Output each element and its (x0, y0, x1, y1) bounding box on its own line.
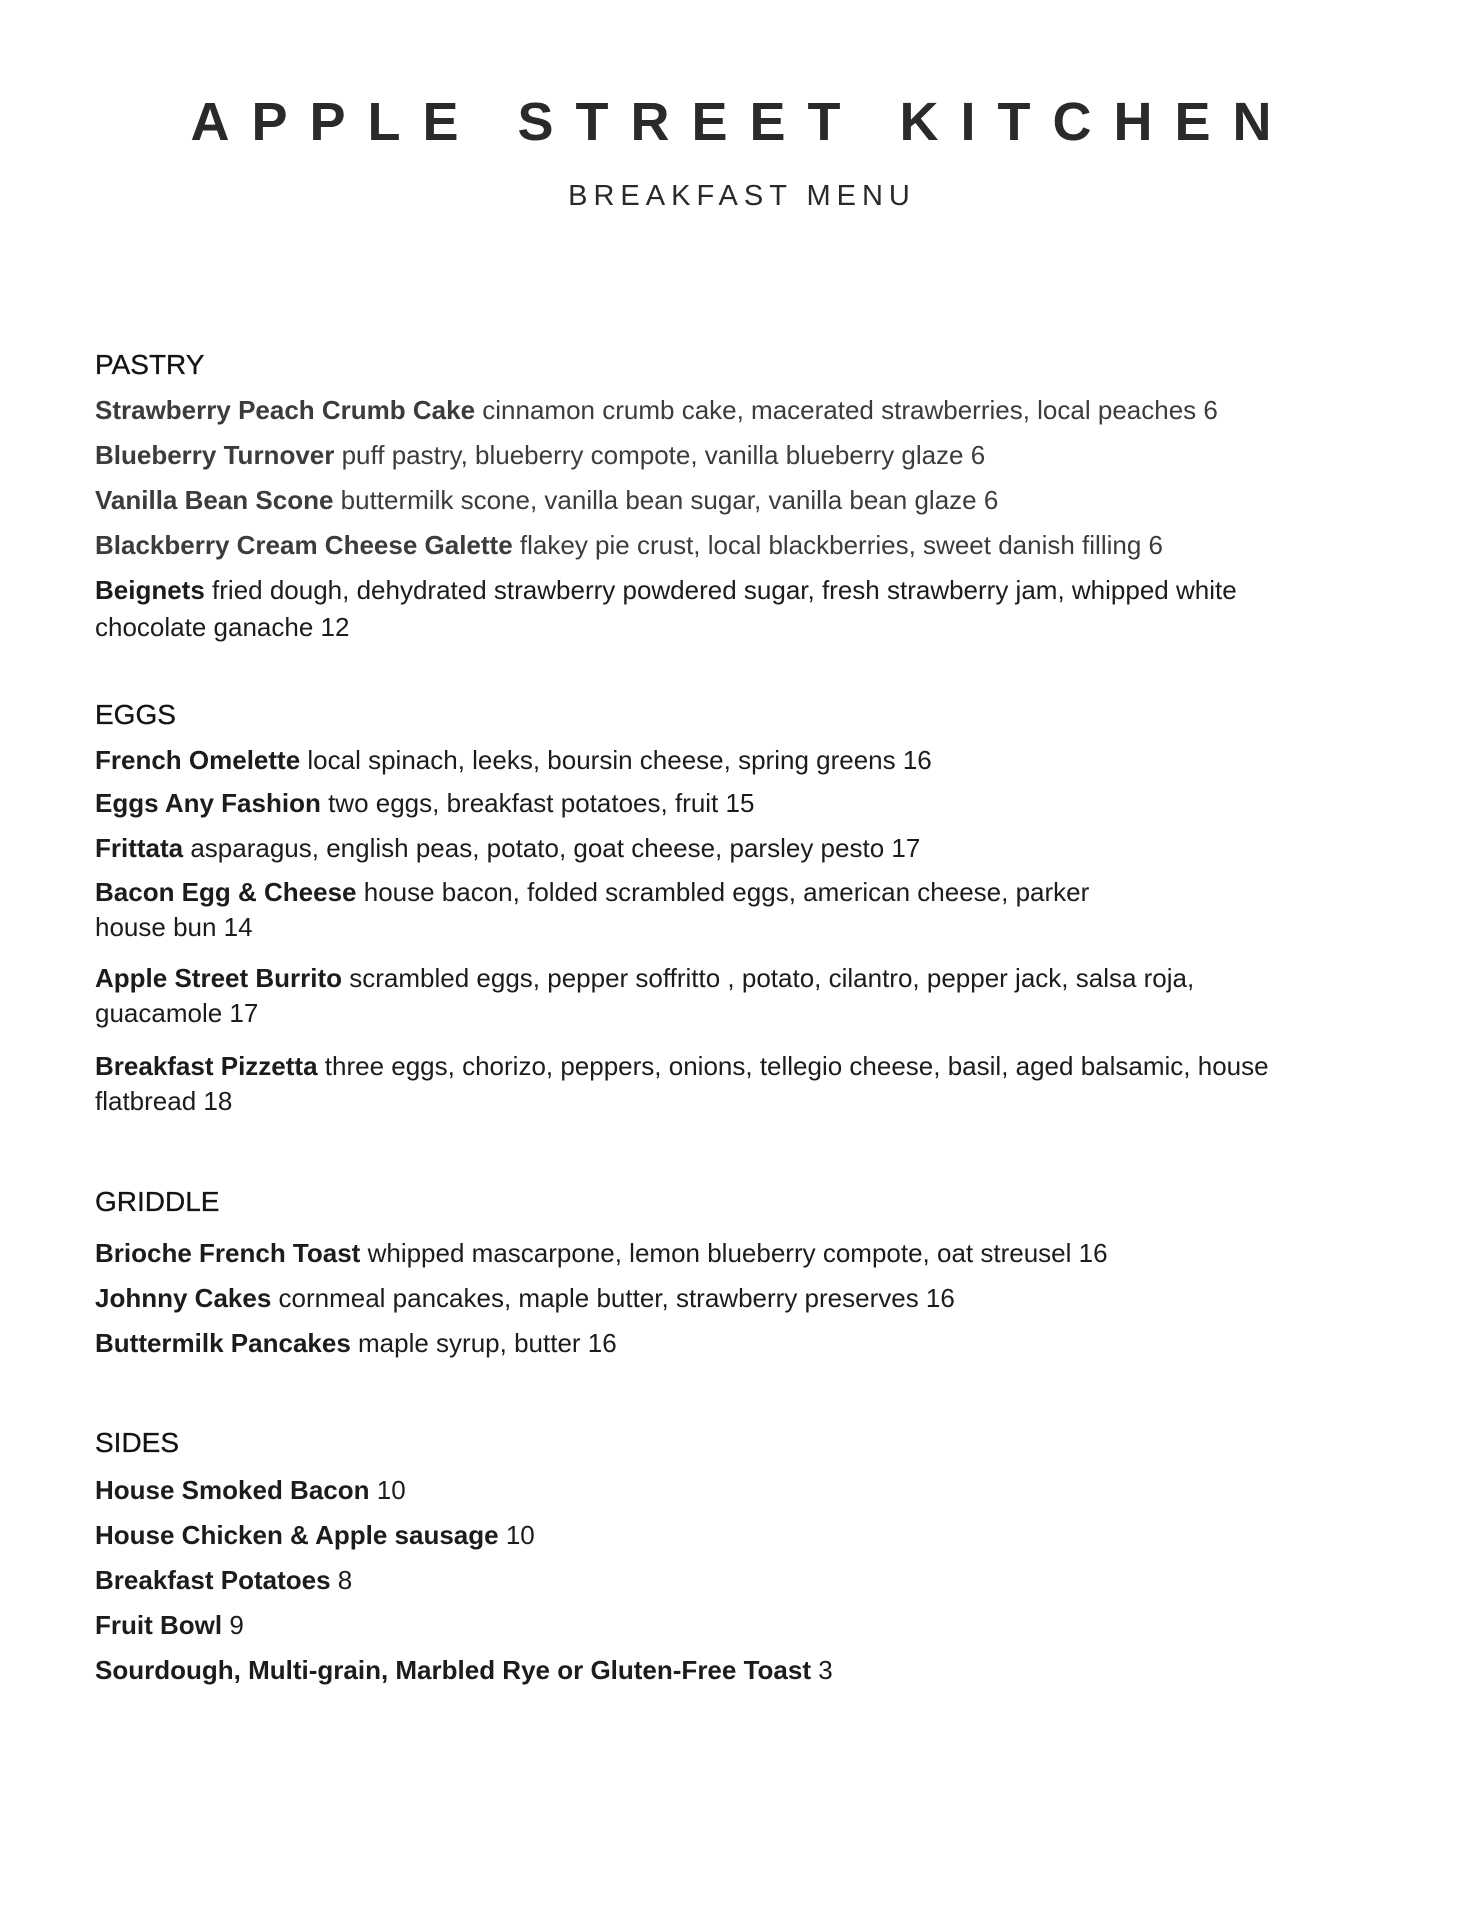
menu-item (95, 1325, 1335, 1362)
item-description: cornmeal pancakes, maple butter, strawberry preserves 16 (271, 1283, 955, 1313)
menu-item (95, 961, 1215, 1031)
section-heading-pastry: PASTRY (95, 349, 205, 380)
section-heading-sides: SIDES (95, 1427, 180, 1458)
menu-item (95, 1280, 1335, 1317)
item-description: asparagus, english peas, potato, goat cheese, parsley pesto 17 (183, 833, 921, 863)
item-description: fried dough, dehydrated strawberry powdered sugar, fresh strawberry jam, whipped white chocolate ganache 12 (95, 575, 1237, 642)
item-name: Frittata (95, 833, 184, 863)
item-name: Strawberry Peach Crumb Cake (95, 395, 476, 425)
section-heading-eggs: EGGS (95, 699, 176, 730)
section-heading-griddle: GRIDDLE (95, 1186, 220, 1217)
item-name: French Omelette (95, 745, 301, 775)
item-description: local spinach, leeks, boursin cheese, spring greens 16 (300, 745, 932, 775)
menu-item (95, 1652, 1335, 1689)
item-description: three eggs, chorizo, peppers, onions, tellegio cheese, basil, aged balsamic, house flatbread 18 (95, 1051, 1269, 1116)
item-name: Brioche French Toast (95, 1238, 361, 1268)
item-description: whipped mascarpone, lemon blueberry compote, oat streusel 16 (360, 1238, 1108, 1268)
menu-item (95, 1517, 1335, 1554)
section-eggs (95, 698, 1435, 1119)
item-name: Bacon Egg & Cheese (95, 877, 357, 907)
item-description: 3 (811, 1655, 833, 1685)
restaurant-title: APPLE STREET KITCHEN (190, 92, 1294, 152)
item-description: buttermilk scone, vanilla bean sugar, vanilla bean glaze 6 (333, 485, 999, 515)
item-name: Breakfast Pizzetta (95, 1051, 318, 1081)
item-name: Beignets (95, 575, 205, 605)
item-description: puff pastry, blueberry compote, vanilla blueberry glaze 6 (334, 440, 986, 470)
menu-item (95, 785, 1335, 822)
item-description: 10 (498, 1520, 535, 1550)
item-description: flakey pie crust, local blackberries, sweet danish filling 6 (512, 530, 1163, 560)
item-name: Blueberry Turnover (95, 440, 335, 470)
menu-item (95, 830, 1335, 867)
menu-item (95, 1562, 1335, 1599)
item-description: two eggs, breakfast potatoes, fruit 15 (320, 788, 755, 818)
item-description: maple syrup, butter 16 (350, 1328, 617, 1358)
menu-item (95, 1607, 1335, 1644)
item-name: House Chicken & Apple sausage (95, 1520, 499, 1550)
section-sides (95, 1426, 1435, 1689)
item-name: Vanilla Bean Scone (95, 485, 334, 515)
menu-item (95, 392, 1335, 429)
section-pastry (95, 348, 1435, 646)
item-description: 9 (222, 1610, 244, 1640)
item-name: Eggs Any Fashion (95, 788, 321, 818)
item-name: Sourdough, Multi-grain, Marbled Rye or Gluten-Free Toast (95, 1655, 811, 1685)
item-description: scrambled eggs, pepper soffritto , potato, cilantro, pepper jack, salsa roja, guacamole 17 (95, 963, 1195, 1028)
section-griddle (95, 1185, 1435, 1362)
item-name: House Smoked Bacon (95, 1475, 370, 1505)
item-name: Blackberry Cream Cheese Galette (95, 530, 513, 560)
item-name: Johnny Cakes (95, 1283, 272, 1313)
menu-item (95, 742, 1335, 779)
item-description: house bacon, folded scrambled eggs, american cheese, parker house bun 14 (95, 877, 1090, 942)
menu-subtitle: BREAKFAST MENU (568, 180, 916, 212)
menu-item (95, 572, 1295, 646)
menu-item (95, 527, 1335, 564)
item-description: 10 (369, 1475, 406, 1505)
item-name: Breakfast Potatoes (95, 1565, 331, 1595)
menu-item (95, 1472, 1335, 1509)
item-description: cinnamon crumb cake, macerated strawberries, local peaches 6 (475, 395, 1218, 425)
menu-item (95, 1049, 1345, 1119)
item-description: 8 (330, 1565, 353, 1595)
menu-item (95, 437, 1335, 474)
menu-item (95, 482, 1335, 519)
item-name: Buttermilk Pancakes (95, 1328, 351, 1358)
item-name: Apple Street Burrito (95, 963, 343, 993)
menu-item (95, 1235, 1335, 1272)
menu-item (95, 875, 1135, 945)
item-name: Fruit Bowl (95, 1610, 223, 1640)
menu-content (95, 348, 1435, 1697)
